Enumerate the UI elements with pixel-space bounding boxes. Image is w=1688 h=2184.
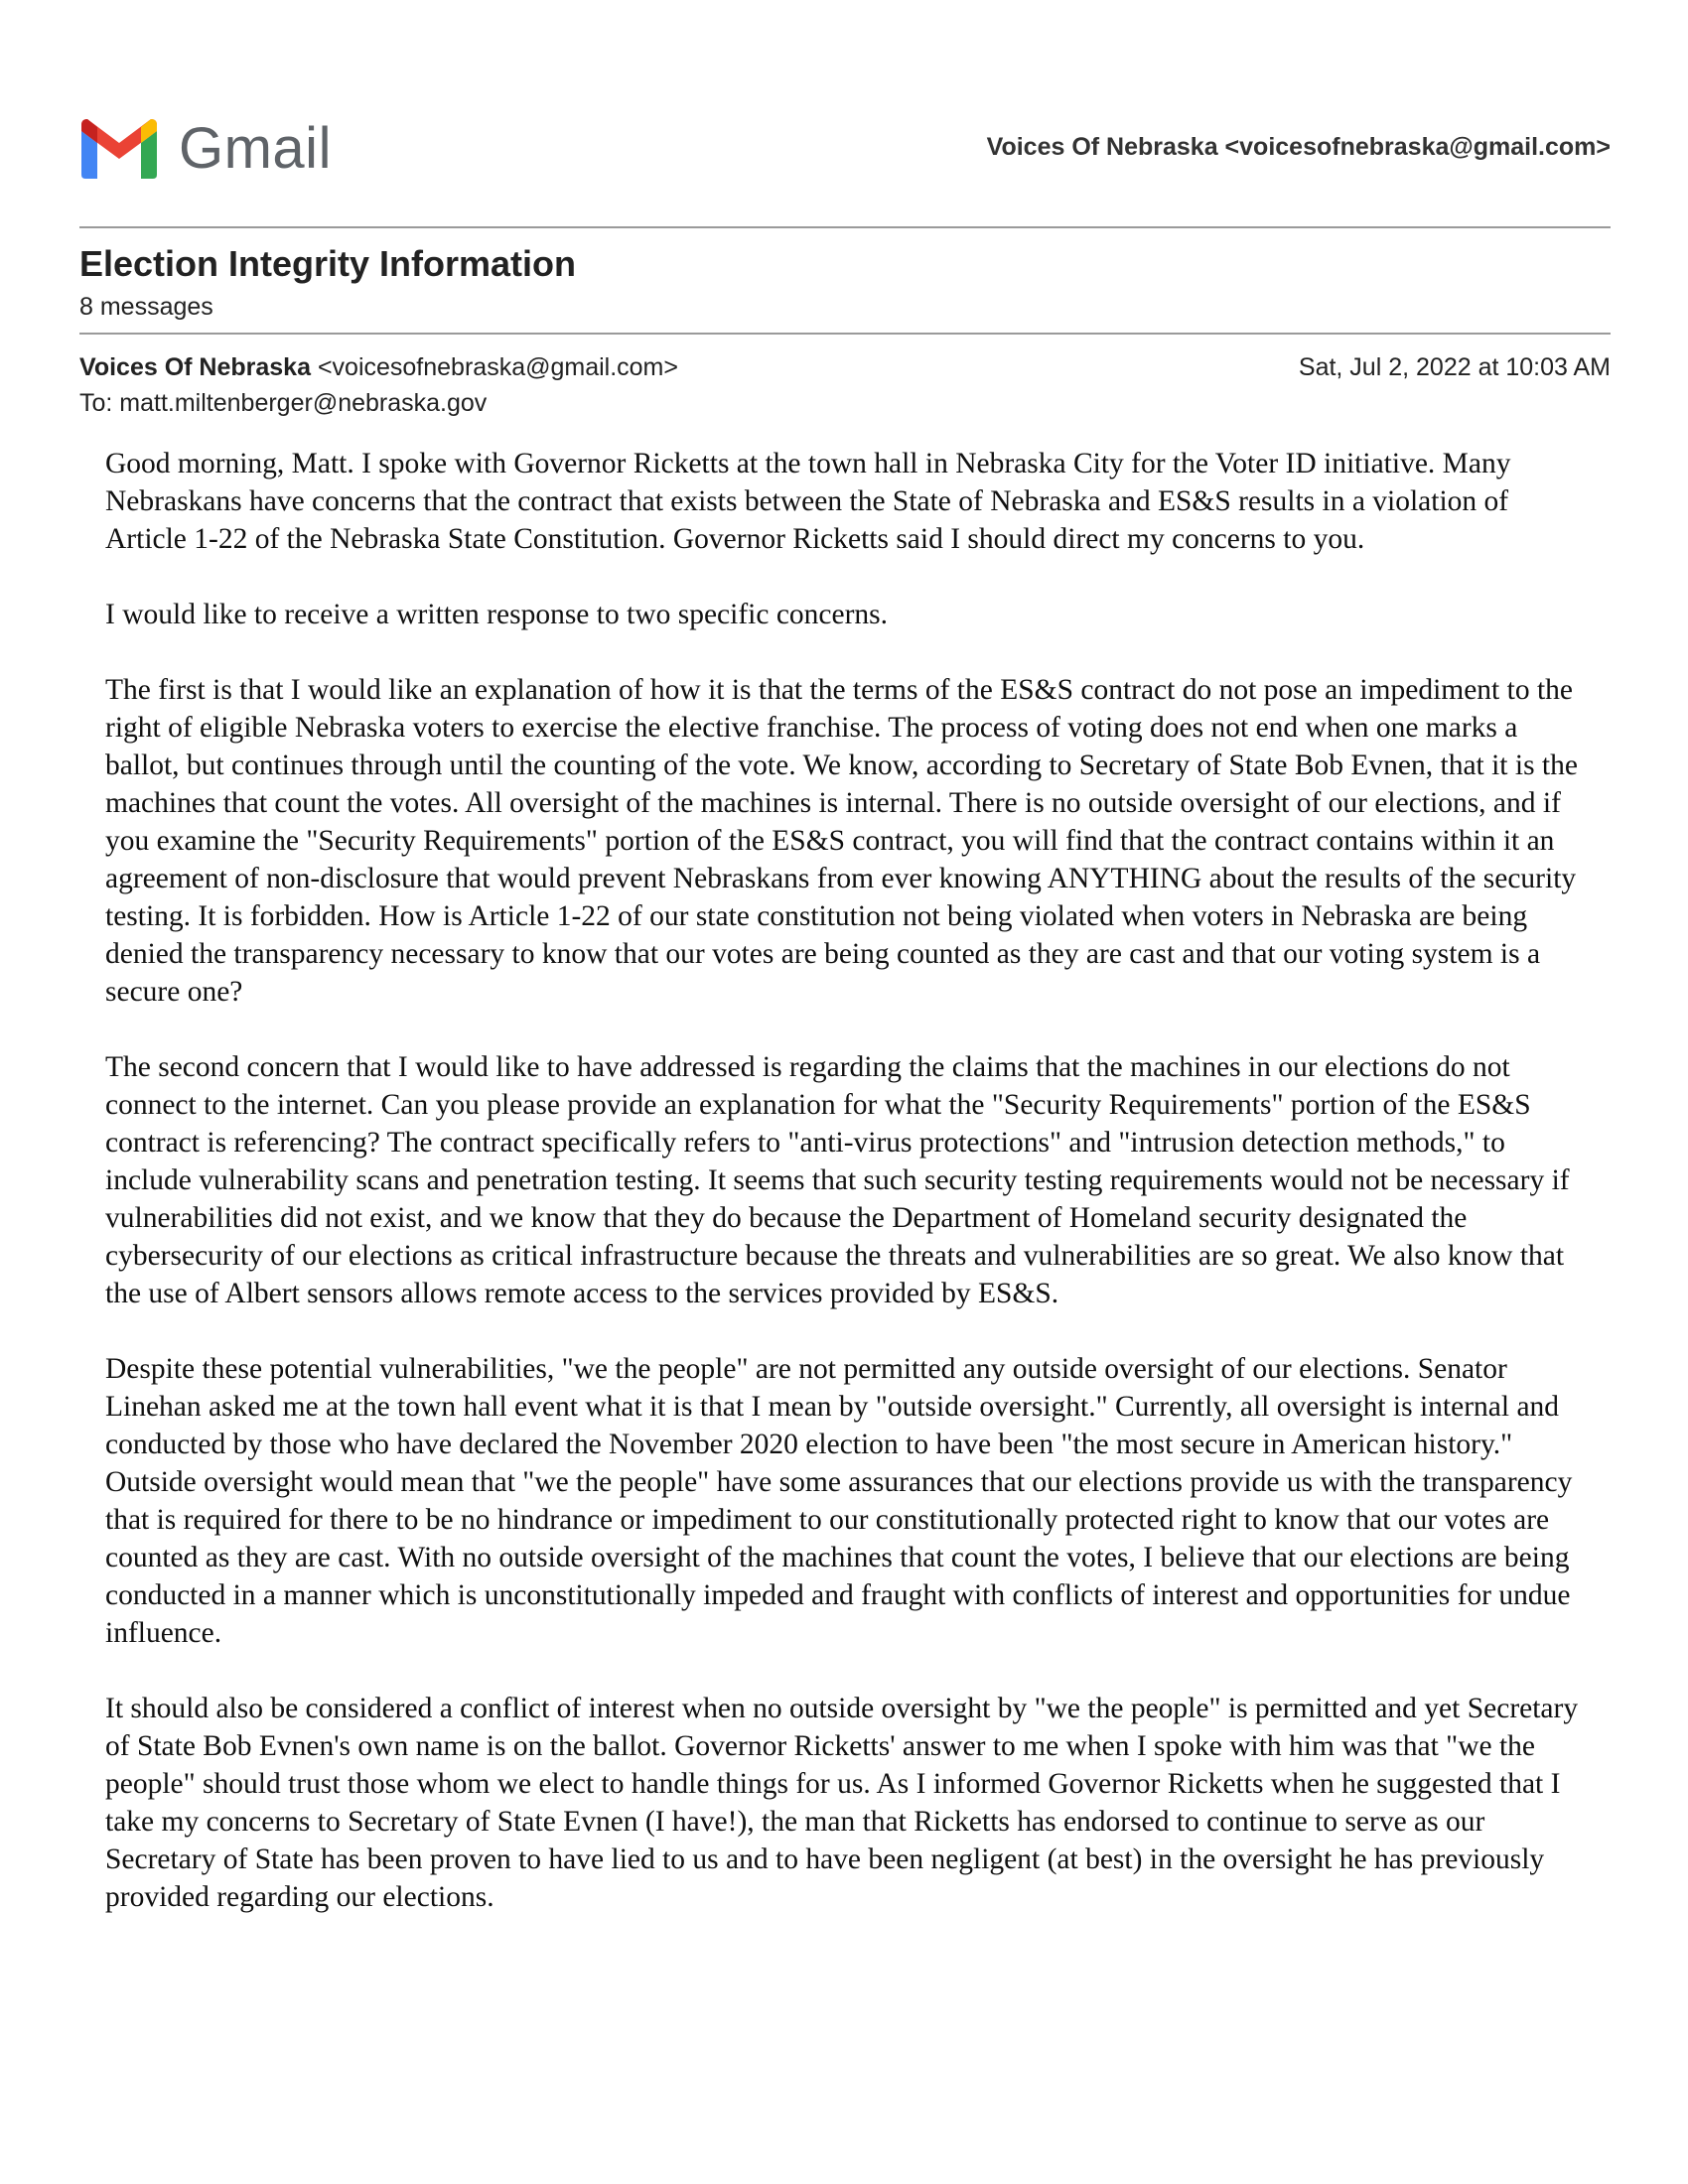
gmail-logo bbox=[77, 117, 332, 181]
body-paragraph: Good morning, Matt. I spoke with Governor Ricketts at the town hall in Nebraska City for the Voter ID initiative. Many Nebraskans have concerns that the contract that exists between the State of Nebraska and ES&S results in a violation of Article 1-22 of the Nebraska State Constitution. Governor Ricketts said I should direct my concerns to you. bbox=[105, 448, 1511, 555]
header-divider bbox=[79, 226, 1611, 228]
body-paragraph: Despite these potential vulnerabilities, "we the people" are not permitted any outside oversight of our elections. Senator Linehan asked me at the town hall event what it is that I mean by "outside oversight." Currently, all oversight is internal and conducted by those who have declared the November 2020 election to have been "the most secure in American history." Outside oversight would mean that "we the people" have some assurances that our elections provide us with the transparency that is required for there to be no hindrance or impediment to our constitutionally protected right to know that our votes are counted as they are cast. With no outside oversight of the machines that count the votes, I believe that our elections are being conducted in a manner which is unconstitutionally impeded and fraught with conflicts of interest and opportunities for undue influence. bbox=[105, 1353, 1573, 1649]
message-body bbox=[105, 445, 1595, 1954]
body-paragraph: I would like to receive a written response to two specific concerns. bbox=[105, 599, 889, 630]
sender-email: <voicesofnebraska@gmail.com> bbox=[317, 353, 678, 381]
message-date: Sat, Jul 2, 2022 at 10:03 AM bbox=[1298, 353, 1611, 381]
subject-divider bbox=[79, 333, 1611, 335]
gmail-m-icon bbox=[77, 117, 161, 181]
body-paragraph: The second concern that I would like to have addressed is regarding the claims that the machines in our elections do not connect to the internet. Can you please provide an explanation for what the "Security Requirements" portion of the ES&S contract is referencing? The contract specifically refers to "anti-virus protections" and "intrusion detection methods," to include vulnerability scans and penetration testing. It seems that such security testing requirements would not be necessary if vulnerabilities did not exist, and we know that they do because the Department of Homeland security designated the cybersecurity of our elections as critical infrastructure because the threats and vulnerabilities are so great. We also know that the use of Albert sensors allows remote access to the services provided by ES&S. bbox=[105, 1051, 1570, 1309]
body-paragraph: It should also be considered a conflict of interest when no outside oversight by "we the people" is permitted and yet Secretary of State Bob Evnen's own name is on the ballot. Governor Ricketts' answer to me when I spoke with him was that "we the people" should trust those whom we elect to handle things for us. As I informed Governor Ricketts when he suggested that I take my concerns to Secretary of State Evnen (I have!), the man that Ricketts has endorsed to continue to serve as our Secretary of State has been proven to have lied to us and to have been negligent (at best) in the oversight he has previously provided regarding our elections. bbox=[105, 1693, 1579, 1913]
body-paragraph: The first is that I would like an explanation of how it is that the terms of the ES&S contract do not pose an impediment to the right of eligible Nebraska voters to exercise the elective franchise. The process of voting does not end when one marks a ballot, but continues through until the counting of the vote. We know, according to Secretary of State Bob Evnen, that it is the machines that count the votes. All oversight of the machines is internal. There is no outside oversight of our elections, and if you examine the "Security Requirements" portion of the ES&S contract, you will find that the contract contains within it an agreement of non-disclosure that would prevent Nebraskans from ever knowing ANYTHING about the results of the security testing. It is forbidden. How is Article 1-22 of our state constitution not being violated when voters in Nebraska are being denied the transparency necessary to know that our votes are being counted as they are cast and that our voting system is a secure one? bbox=[105, 674, 1578, 1008]
from-row bbox=[79, 353, 1611, 385]
account-address: Voices Of Nebraska <voicesofnebraska@gmail.com> bbox=[986, 133, 1611, 161]
recipient-line: To: matt.miltenberger@nebraska.gov bbox=[79, 389, 488, 417]
message-header bbox=[79, 353, 1611, 418]
sender-name: Voices Of Nebraska bbox=[79, 353, 311, 381]
thread-message-count: 8 messages bbox=[79, 293, 213, 321]
gmail-wordmark: Gmail bbox=[179, 116, 332, 181]
thread-subject: Election Integrity Information bbox=[79, 243, 577, 284]
